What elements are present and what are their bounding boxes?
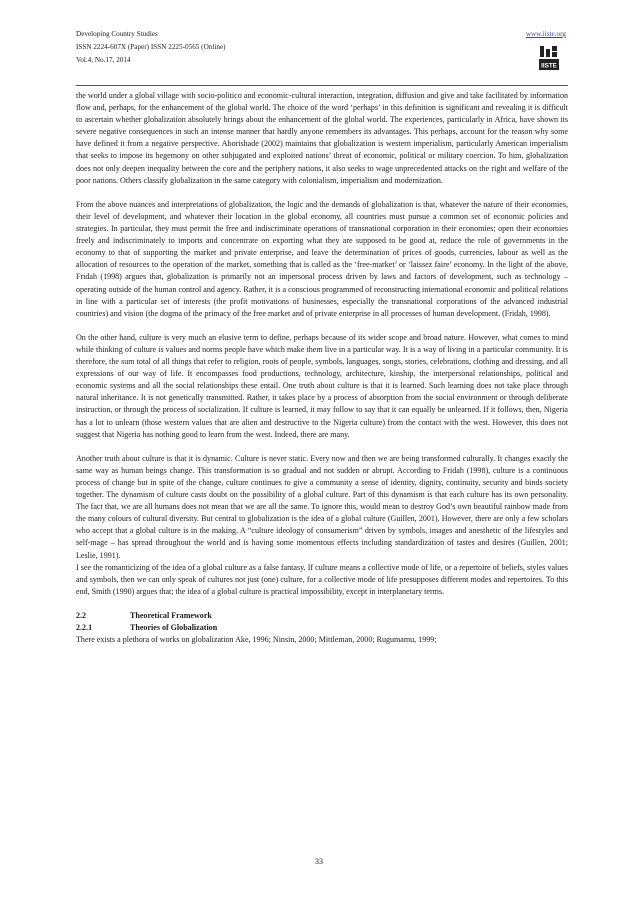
paragraph-1: the world under a global village with socio-politico and economic-cultural interaction, integration, diffusion and give and take facilitated by information flow and, perhaps, for the enhancement of the global world. The choice of the word ‘perhaps’ in this definition is significant and revealing it is difficult to ascertain whether globalization absolutely brings about the enhancement of the global world. The experiences, particularly in Africa, have shown its severe negative consequences in such an intense manner that hardly anyone remembers its advantages. This perhaps, account for the reason why some have defined it from a negative perspective. Aborishade (2002) maintains that globalization is western imperialism, particularly American imperialism that seeks to impose its hegemony on other subjugated and exploited nations’ threat of economic, political or military coercion. To him, globalization does not only deepen inequality between the core and the periphery nations, it also seeks to wage unprecedented attacks on the right and welfare of the poor nations. Others classify globalization in the same category with colonialism, imperialism and modernization. (76, 91, 568, 185)
journal-issn: ISSN 2224-607X (Paper) ISSN 2225-0565 (Online) (76, 43, 226, 51)
header-divider (76, 85, 568, 86)
journal-info (76, 28, 226, 67)
website-link[interactable]: www.iiste.org (525, 30, 566, 38)
journal-volume: Vol.4, No.17, 2014 (76, 56, 131, 64)
paragraph-6: There exists a plethora of works on globalization Ake, 1996; Ninsin, 2000; Mittleman, 2000; Rugumamu, 1999; (76, 635, 437, 645)
subsection-title: Theories of Globalization (130, 623, 218, 633)
paragraph-2: From the above nuances and interpretations of globalization, the logic and the demands of globalization is that, whatever the nature of their economies, their level of development, and whatever their location in the global economy, all countries must pursue a common set of economic policies and strategies. In particular, they must permit the free and indiscriminate operations of transnational corporation in their economies; open their economies freely and indiscriminately to imports and concentrate on exporting what they are supposed to be good at, reduce the role of governments in the economy to that of supporting the market and private enterprise, and leave the determination of prices of goods, currencies, labour as well as the allocation of resources to the operation of the market, something that is called as the ‘free-market’ or ‘laissez faire’ economy. In the light of the above, Fridah (1998) argues that, globalization is primarily not an impersonal process driven by laws and factors of development, such as technology – operating outside of the human control and agency. Rather, it is a conscious programmed of reconstructing international economic and political relations in line with a particular set of interests (the profit motivations of businesses, especially the transnational corporations of the advanced industrial countries) and vision (the dogma of the primacy of the free market and of private enterprise in all processes of human development. (Fridah, 1998). (76, 199, 568, 318)
subsection-heading (76, 622, 568, 634)
section-title: Theoretical Framework (130, 611, 212, 621)
section-number: 2.2 (76, 611, 87, 621)
iiste-logo-icon (538, 45, 560, 71)
journal-name: Developing Country Studies (76, 30, 158, 38)
paragraph-3: On the other hand, culture is very much an elusive term to define, perhaps because of its wider scope and broad nature. However, what comes to mind while thinking of culture is values and norms people have which make them live in a particular way. It is a way of living in a particular community. It is therefore, the sum total of all things that refer to religion, roots of people, symbols, languages, songs, stories, celebrations, clothing and dressing, and all expressions of our way of life. It encompasses food productions, technology, architecture, kinship, the interpersonal relationships, political and economic systems and all the social relationships these entail. One truth about culture is that it is learned. Such learning does not take place through natural inheritance. It is not genetically transmitted. Rather, it takes place by a process of absorption from the social environment or through deliberate instruction, or through the process of socialization. If culture is learned, it may follow to say that it can equally be unlearned. If it follows, then, Nigeria has a lot to unlearn (those western values that are alien and destructive to the Nigeria culture) from the contact with the west. However, this does not suggest that Nigeria has nothing good to learn from the west. Indeed, there are many. (76, 332, 568, 439)
section-heading (76, 610, 568, 622)
page-header (76, 28, 568, 86)
logo-text: IISTE (541, 62, 557, 70)
article-body (76, 90, 568, 646)
subsection-number: 2.2.1 (76, 623, 93, 633)
paragraph-4: Another truth about culture is that it is dynamic. Culture is never static. Every now and then we are being transformed culturally. It changes exactly the same way as human beings change. This transformation is so gradual and not sudden or abrupt. According to Fridah (1998), culture is a continuous process of change but in spite of the change, culture continues to give a community a sense of identity, dignity, continuity, security and binds society together. The dynamism of culture casts doubt on the possibility of a global culture. Part of this dynamism is that each culture has its own personality. The fact that, we are all humans does not mean that we are all the same. To ignore this, would mean to destroy God’s own beautiful rainbow made from the many colours of cultural diversity. But central to globalization is the idea of a global culture (Guillen, 2001). However, there are only a few scholars who accept that a global culture is in the making. A “culture ideology of consumerism” driven by symbols, images and anesthetic of the lifestyles and self-mage – has spread throughout the world and is having some momentous effects including standardization of tastes and desires (Guillen, 2001; Leslie, 1991). (76, 453, 568, 560)
page-number: 33 (315, 857, 323, 866)
paragraph-5: I see the romanticizing of the idea of a global culture as a false fantasy. If culture means a collective mode of life, or a repertoire of beliefs, styles values and symbols, then we can only speak of cultures not just (one) culture, for a collective mode of life presupposes different modes and repertoires. To this end, Smith (1990) argues that; the idea of a global culture is practical impossibility, except in interplanetary terms. (76, 562, 568, 596)
